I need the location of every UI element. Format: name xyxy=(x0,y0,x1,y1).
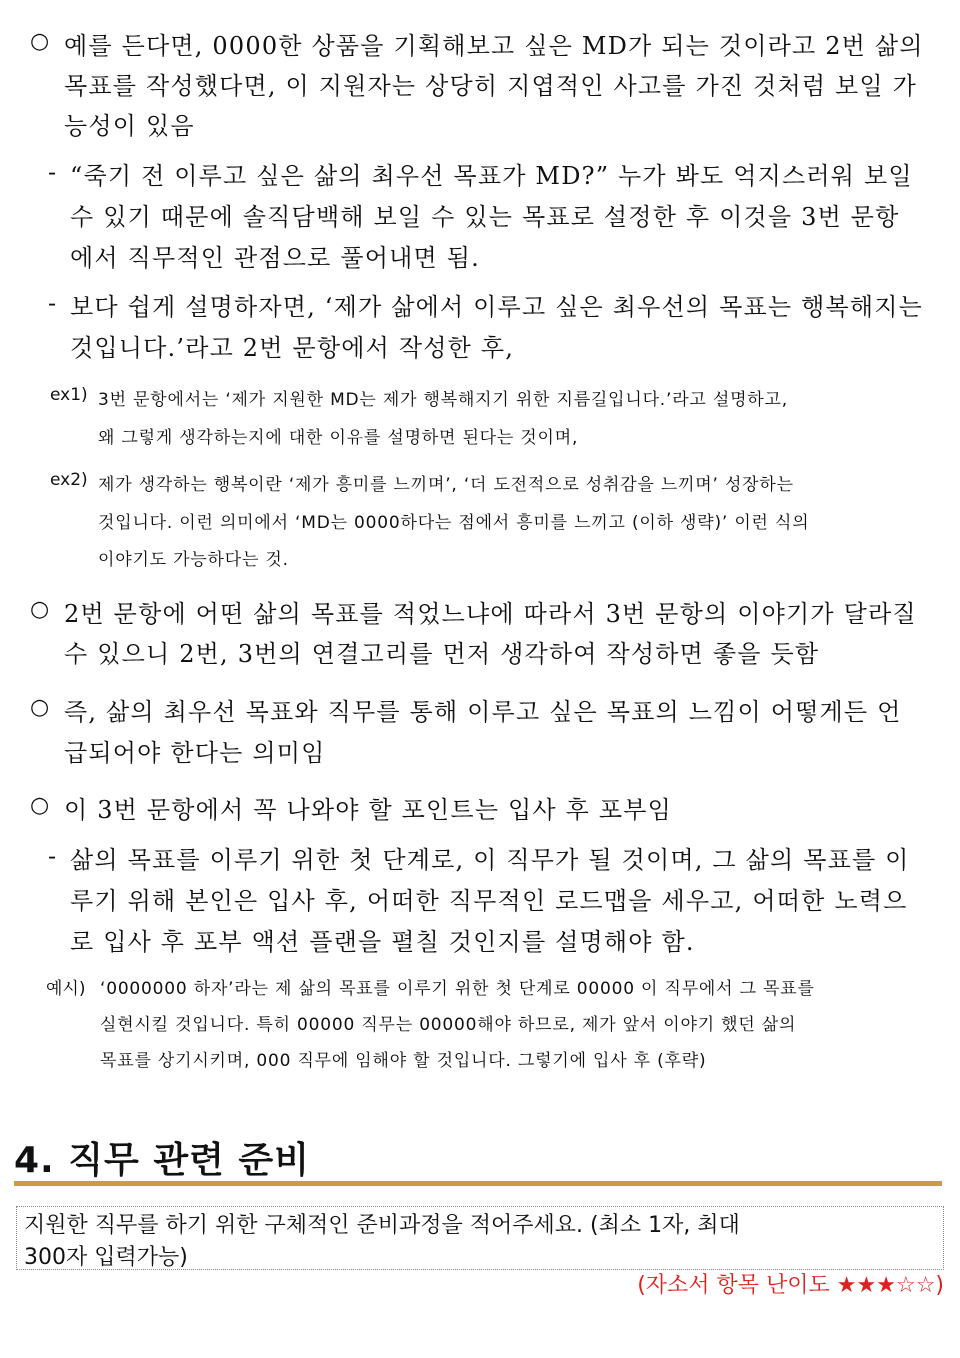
paragraph-line: 급되어야 한다는 의미임 xyxy=(64,739,326,767)
paragraph-line: 즉, 삶의 최우선 목표와 직무를 통해 이루고 싶은 목표의 느낌이 어떻게든 언 xyxy=(64,698,902,726)
example-line: 3번 문항에서는 ‘제가 지원한 MD는 제가 행복해지기 위한 지름길입니다.’라고 설명하고, xyxy=(98,390,788,410)
example-line: 실현시킬 것입니다. 특히 00000 직무는 00000해야 하므로, 제가 앞서 이야기 했던 삶의 xyxy=(100,1015,797,1035)
example-line: 목표를 상기시키며, 000 직무에 임해야 할 것입니다. 그렇기에 입사 후 (후략) xyxy=(100,1051,707,1071)
paragraph-line: 2번 문항에 어떤 삶의 목표를 적었느냐에 따라서 3번 문항의 이야기가 달라질 xyxy=(64,600,917,628)
example-label: 예시) xyxy=(46,979,86,999)
paragraph-line: 능성이 있음 xyxy=(64,112,195,140)
section-title: 4. 직무 관련 준비 xyxy=(14,1140,310,1181)
paragraph-line: 목표를 작성했다면, 이 지원자는 상당히 지엽적인 사고를 가진 것처럼 보일 가 xyxy=(64,72,918,100)
difficulty-rating: (자소서 항목 난이도 ★★★☆☆) xyxy=(637,1273,944,1298)
example-line: ‘0000000 하자’라는 제 삶의 목표를 이루기 위한 첫 단계로 00000 이 직무에서 그 목표를 xyxy=(100,979,815,999)
paragraph-line: 수 있으니 2번, 3번의 연결고리를 먼저 생각하여 작성하면 좋을 듯함 xyxy=(64,640,820,668)
paragraph-line: 삶의 목표를 이루기 위한 첫 단계로, 이 직무가 될 것이며, 그 삶의 목표를 이 xyxy=(70,846,910,874)
example-line: 제가 생각하는 행복이란 ‘제가 흥미를 느끼며’, ‘더 도전적으로 성취감을 느끼며’ 성장하는 xyxy=(98,475,794,495)
question-text: 300자 입력가능) xyxy=(24,1245,188,1270)
example-label: ex1) xyxy=(50,385,88,405)
circle-bullet-icon: ○ xyxy=(30,597,50,622)
paragraph-line: 것입니다.’라고 2번 문항에서 작성한 후, xyxy=(70,334,515,362)
paragraph-line: 예를 든다면, 0000한 상품을 기획해보고 싶은 MD가 되는 것이라고 2번 삶의 xyxy=(64,32,924,60)
example-line: 이야기도 가능하다는 것. xyxy=(98,550,289,570)
example-label: ex2) xyxy=(50,470,88,490)
example-line: 것입니다. 이런 의미에서 ‘MD는 0000하다는 점에서 흥미를 느끼고 (이하 생략)’ 이런 식의 xyxy=(98,513,810,533)
paragraph-line: 수 있기 때문에 솔직담백해 보일 수 있는 목표로 설정한 후 이것을 3번 문항 xyxy=(70,203,900,231)
section-divider xyxy=(14,1181,942,1186)
paragraph-line: 에서 직무적인 관점으로 풀어내면 됨. xyxy=(70,244,480,272)
paragraph-line: 로 입사 후 포부 액션 플랜을 펼칠 것인지를 설명해야 함. xyxy=(70,928,695,956)
circle-bullet-icon: ○ xyxy=(30,793,50,818)
dash-bullet: - xyxy=(48,842,57,870)
paragraph-line: 루기 위해 본인은 입사 후, 어떠한 직무적인 로드맵을 세우고, 어떠한 노력으 xyxy=(70,887,908,915)
paragraph-line: 보다 쉽게 설명하자면, ‘제가 삶에서 이루고 싶은 최우선의 목표는 행복해지는 xyxy=(70,293,924,321)
circle-bullet-icon: ○ xyxy=(30,695,50,720)
example-line: 왜 그렇게 생각하는지에 대한 이유를 설명하면 된다는 것이며, xyxy=(98,428,579,448)
question-text: 지원한 직무를 하기 위한 구체적인 준비과정을 적어주세요. (최소 1자, 최대 xyxy=(24,1213,740,1238)
circle-bullet-icon: ○ xyxy=(30,29,50,54)
dash-bullet: - xyxy=(48,158,57,186)
dash-bullet: - xyxy=(48,289,57,317)
paragraph-line: “죽기 전 이루고 싶은 삶의 최우선 목표가 MD?” 누가 봐도 억지스러워 보일 xyxy=(70,162,913,190)
paragraph-line: 이 3번 문항에서 꼭 나와야 할 포인트는 입사 후 포부임 xyxy=(64,796,672,824)
